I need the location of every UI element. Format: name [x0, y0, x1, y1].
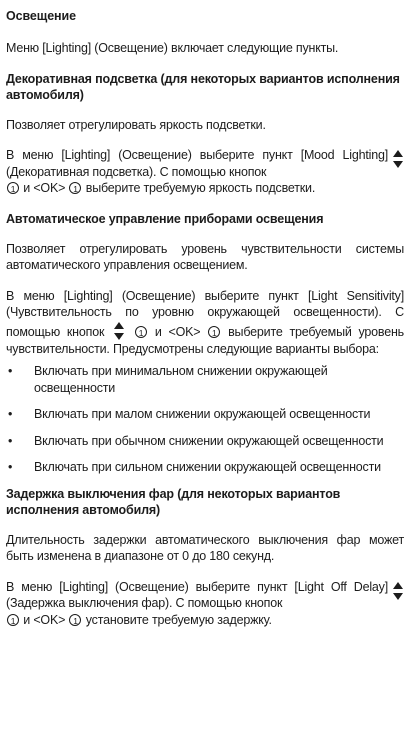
mood-lighting-desc: Позволяет отрегулировать яркость подсветки. — [6, 117, 266, 132]
ref-mark-icon: 1 — [7, 182, 19, 194]
list-item: • Включать при малом снижении окружающей освещенности — [8, 407, 371, 421]
ref-mark-icon: 1 — [135, 326, 147, 338]
ref-mark-icon: 1 — [7, 614, 19, 626]
intro-text: Меню [Lighting] (Освещение) включает следующие пункты. — [6, 41, 339, 55]
mood-instr-c: выберите требуемую яркость подсветки. — [85, 181, 316, 195]
auto-instr-c: выберите требуемый уровень чувствительности. Предусмотрены следующие варианты выбора: — [6, 324, 404, 356]
list-item: • Включать при сильном снижении окружающей освещенности — [8, 460, 381, 474]
light-off-delay-desc: Длительность задержки автоматического выключения фар может быть изменена в диапазоне от 0 до 180 секунд. — [6, 532, 404, 563]
mood-lighting-heading: Декоративная подсветка (для некоторых вариантов исполнения автомобиля) — [6, 71, 400, 102]
bullet-icon: • — [8, 460, 13, 474]
auto-instr-a: В меню [Lighting] (Освещение) выберите пункт [Light Sensitivity] (Чувствительность по уровню окружающей освещенности). С помощью кнопок — [6, 288, 404, 339]
sensitivity-options-list — [6, 363, 404, 476]
light-off-delay-instructions — [6, 579, 404, 629]
list-item: • Включать при минимальном снижении окружающей освещенности — [8, 364, 328, 395]
auto-lighting-desc: Позволяет отрегулировать уровень чувствительности системы автоматического управления освещением. — [6, 241, 404, 272]
delay-instr-c: установите требуемую задержку. — [85, 612, 272, 627]
auto-lighting-heading: Автоматическое управление приборами освещения — [6, 211, 324, 226]
bullet-icon: • — [8, 433, 13, 448]
mood-instr-a: В меню [Lighting] (Освещение) выберите пункт [Mood Lighting] (Декоративная подсветка). С помощью кнопок — [6, 148, 388, 179]
bullet-icon: • — [8, 407, 13, 421]
delay-instr-b: и <OK> — [23, 612, 66, 627]
mood-lighting-instructions — [6, 147, 404, 197]
up-down-arrows-icon — [392, 581, 404, 601]
light-off-delay-heading: Задержка выключения фар (для некоторых вариантов исполнения автомобиля) — [6, 486, 341, 517]
auto-instr-b: и <OK> — [154, 324, 201, 339]
section-title: Освещение — [6, 9, 76, 23]
auto-lighting-instructions — [6, 288, 404, 358]
bullet-icon: • — [8, 364, 13, 378]
delay-instr-a: В меню [Lighting] (Освещение) выберите пункт [Light Off Delay] (Задержка выключения фар). С помощью кнопок — [6, 579, 388, 610]
mood-instr-b: и <OK> — [23, 181, 66, 195]
ref-mark-icon: 1 — [208, 326, 220, 338]
ref-mark-icon: 1 — [69, 182, 81, 194]
up-down-arrows-icon — [392, 149, 404, 169]
up-down-arrows-icon — [113, 321, 125, 341]
list-item: • Включать при обычном снижении окружающей освещенности — [8, 433, 384, 448]
ref-mark-icon: 1 — [69, 614, 81, 626]
manual-page — [6, 8, 404, 642]
